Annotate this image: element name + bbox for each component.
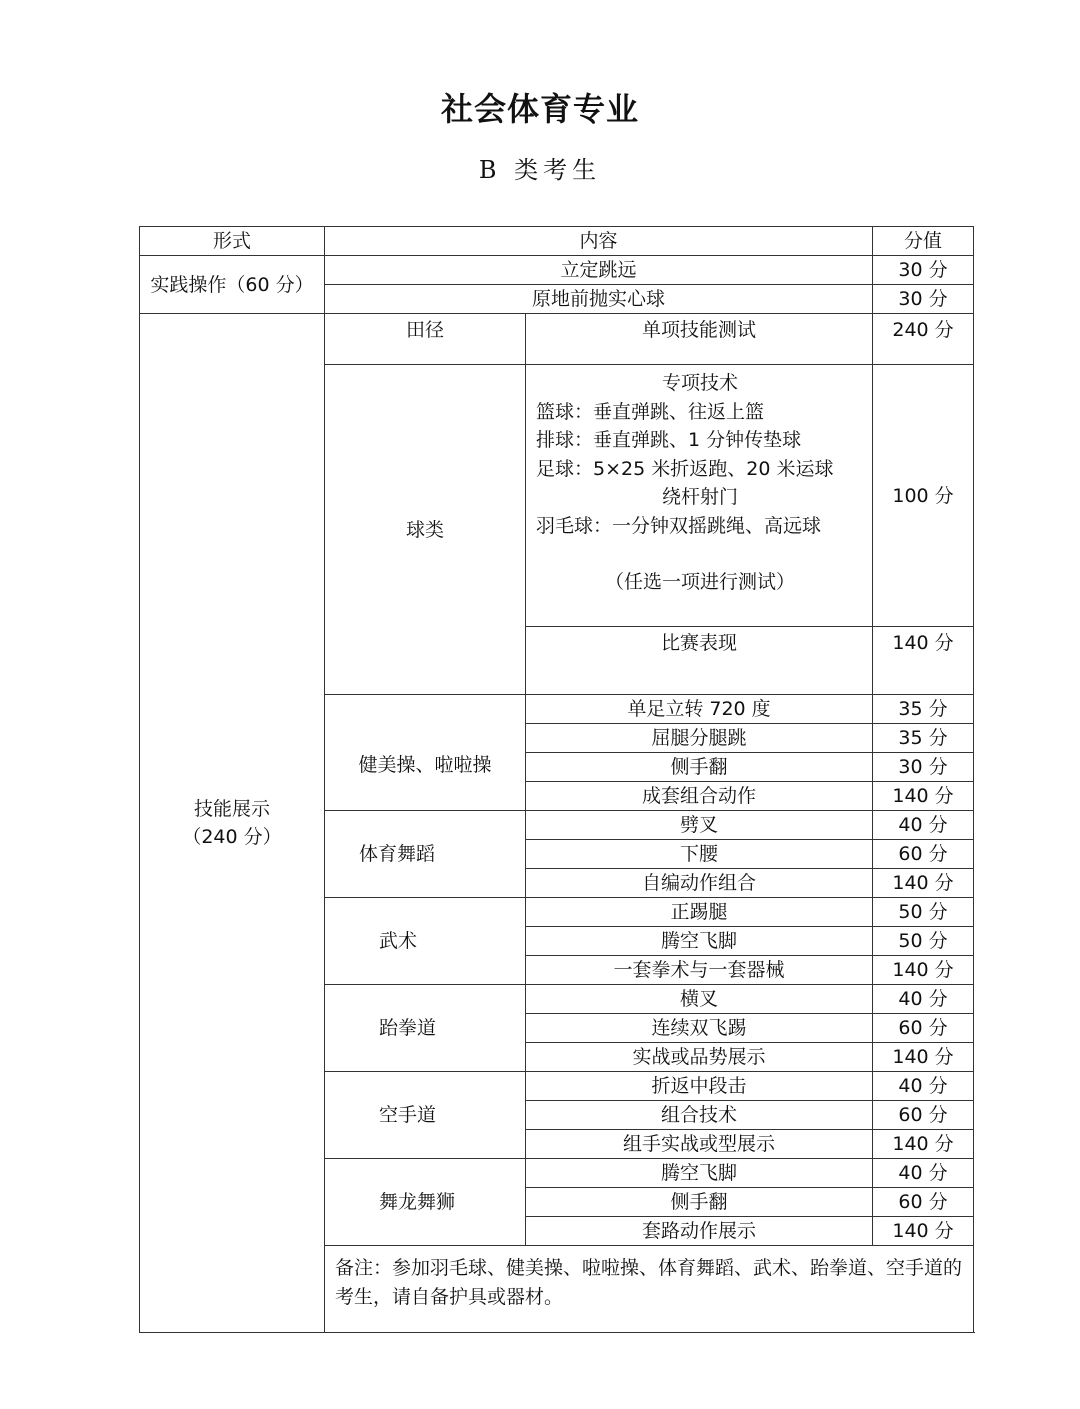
group-name: 跆拳道 (379, 1017, 437, 1039)
item-score: 100 分 (873, 365, 974, 627)
item-name: 侧手翻 (526, 1188, 873, 1217)
item-name: 原地前抛实心球 (325, 285, 873, 314)
item-score: 60 分 (873, 1101, 974, 1130)
football-line-2: 绕杆射门 (662, 486, 739, 508)
practice-label: 实践操作（60 分） (140, 256, 325, 314)
skill-label-line2: （240 分） (182, 826, 282, 848)
item-name: 正踢腿 (526, 898, 873, 927)
item-name: 腾空飞脚 (526, 927, 873, 956)
special-title: 专项技术 (662, 372, 739, 394)
skill-label-line1: 技能展示 (193, 798, 270, 820)
item-score: 40 分 (873, 811, 974, 840)
item-score: 60 分 (873, 1014, 974, 1043)
item-name: 套路动作展示 (526, 1217, 873, 1246)
item-score: 30 分 (873, 285, 974, 314)
table-row (140, 314, 974, 365)
item-name: 屈腿分腿跳 (526, 724, 873, 753)
group-label (325, 985, 526, 1072)
item-name: 单足立转 720 度 (526, 695, 873, 724)
header-score: 分值 (873, 227, 974, 256)
item-name: 比赛表现 (526, 627, 873, 695)
group-label (325, 811, 526, 898)
item-name: 劈叉 (526, 811, 873, 840)
group-name: 舞龙舞狮 (379, 1191, 456, 1213)
item-score: 30 分 (873, 256, 974, 285)
item-score: 60 分 (873, 1188, 974, 1217)
exam-table (139, 226, 974, 1333)
ball-label: 球类 (325, 365, 526, 695)
item-name: 一套拳术与一套器械 (526, 956, 873, 985)
item-name: 腾空飞脚 (526, 1159, 873, 1188)
basketball-line: 篮球：垂直弹跳、往返上篮 (536, 400, 765, 423)
note-text: 备注：参加羽毛球、健美操、啦啦操、体育舞蹈、武术、跆拳道、空手道的考生，请自备护具或器材。 (325, 1246, 974, 1333)
group-label (325, 1072, 526, 1159)
item-name: 成套组合动作 (526, 782, 873, 811)
choose-note: （任选一项进行测试） (605, 571, 796, 593)
spacer (536, 540, 864, 568)
item-score: 35 分 (873, 724, 974, 753)
group-label (325, 898, 526, 985)
ball-special-content (526, 365, 873, 627)
group-name: 体育舞蹈 (359, 843, 436, 865)
item-score: 40 分 (873, 1159, 974, 1188)
volleyball-line: 排球：垂直弹跳、1 分钟传垫球 (536, 429, 802, 451)
item-name: 组手实战或型展示 (526, 1130, 873, 1159)
item-name: 组合技术 (526, 1101, 873, 1130)
item-name: 折返中段击 (526, 1072, 873, 1101)
item-name: 立定跳远 (325, 256, 873, 285)
item-name: 自编动作组合 (526, 869, 873, 898)
group-name: 空手道 (379, 1104, 437, 1126)
item-name: 侧手翻 (526, 753, 873, 782)
item-score: 50 分 (873, 898, 974, 927)
item-score: 140 分 (873, 782, 974, 811)
item-score: 60 分 (873, 840, 974, 869)
badminton-line: 羽毛球：一分钟双摇跳绳、高远球 (536, 514, 822, 537)
page-title: 社会体育专业 (440, 90, 639, 128)
item-score: 35 分 (873, 695, 974, 724)
group-label (325, 695, 526, 811)
item-score: 140 分 (873, 869, 974, 898)
group-label (325, 1159, 526, 1246)
item-score: 50 分 (873, 927, 974, 956)
item-score: 240 分 (873, 314, 974, 365)
football-line: 足球：5×25 米折返跑、20 米运球 (536, 457, 834, 480)
item-score: 140 分 (873, 1217, 974, 1246)
item-name: 下腰 (526, 840, 873, 869)
item-name: 实战或品势展示 (526, 1043, 873, 1072)
item-score: 140 分 (873, 627, 974, 695)
skill-label (140, 314, 325, 1333)
header-row (140, 227, 974, 256)
item-score: 140 分 (873, 956, 974, 985)
item-name: 单项技能测试 (526, 314, 873, 365)
group-name: 健美操、啦啦操 (358, 753, 492, 776)
athletics-label: 田径 (325, 314, 526, 365)
item-name: 连续双飞踢 (526, 1014, 873, 1043)
item-score: 140 分 (873, 1043, 974, 1072)
table-row (140, 256, 974, 285)
page-subtitle: B 类考生 (478, 156, 602, 184)
group-name: 武术 (379, 930, 418, 952)
header-form: 形式 (140, 227, 325, 256)
item-score: 140 分 (873, 1130, 974, 1159)
header-content: 内容 (325, 227, 873, 256)
item-name: 横叉 (526, 985, 873, 1014)
item-score: 40 分 (873, 985, 974, 1014)
item-score: 30 分 (873, 753, 974, 782)
item-score: 40 分 (873, 1072, 974, 1101)
